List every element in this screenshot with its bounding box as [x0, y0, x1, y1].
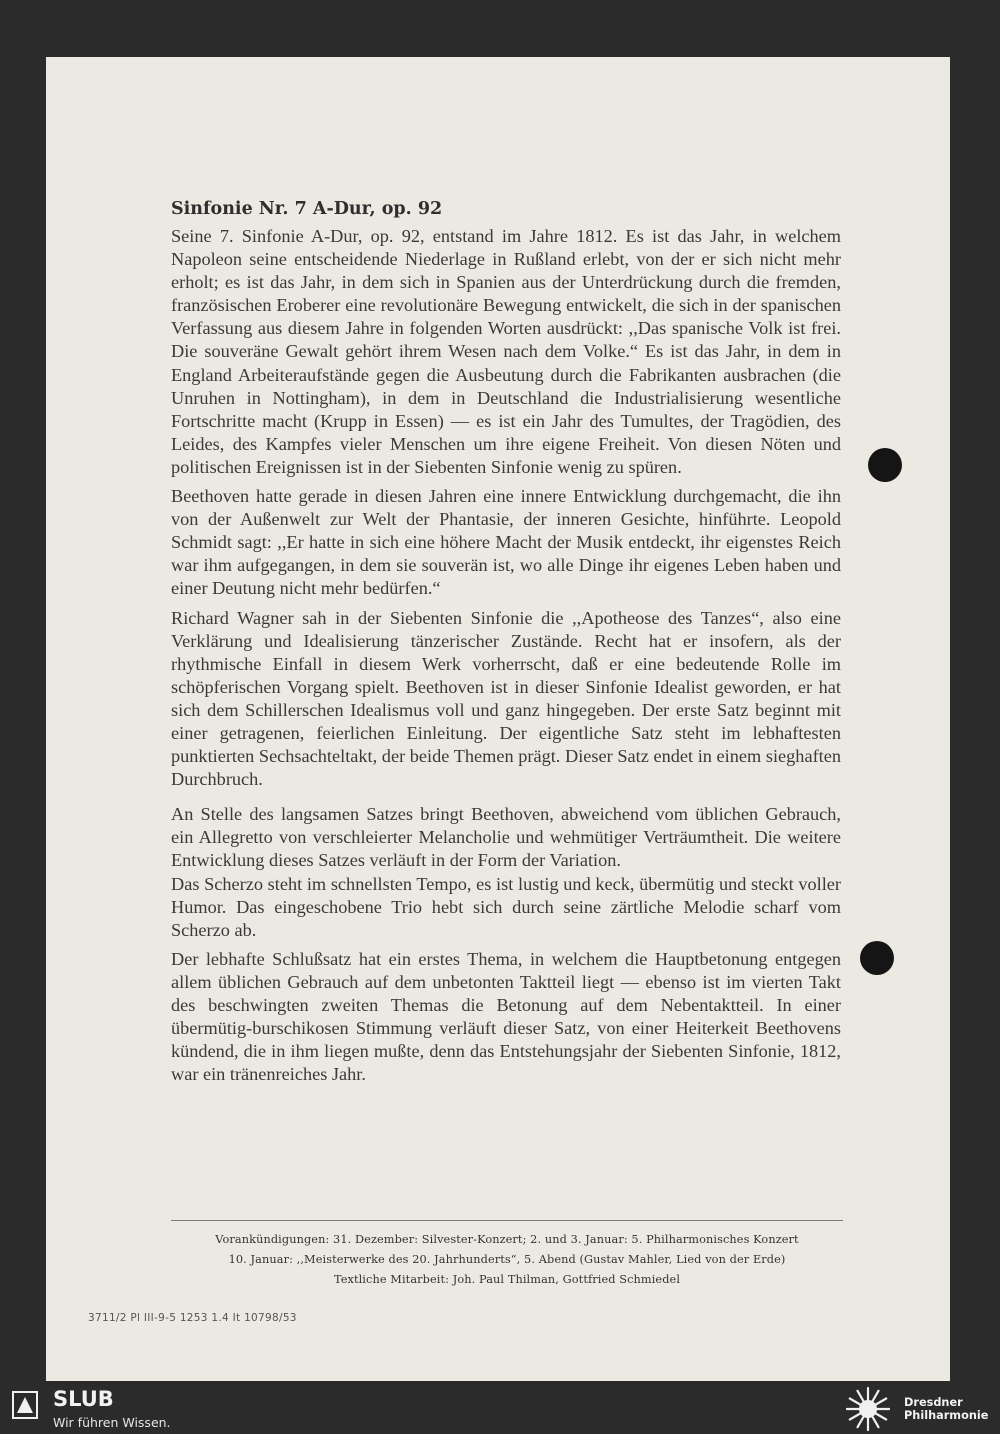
footer-line: 10. Januar: ,,Meisterwerke des 20. Jahrhunderts“, 5. Abend (Gustav Mahler, Lied von der Erde): [228, 1253, 786, 1266]
slub-name: SLUB: [53, 1387, 114, 1411]
footer-line: Vorankündigungen: 31. Dezember: Silvester-Konzert; 2. und 3. Januar: 5. Philharmonisches Konzert: [215, 1233, 799, 1246]
punch-hole: [868, 448, 902, 482]
footer-credits: Textliche Mitarbeit: Joh. Paul Thilman, Gottfried Schmiedel: [333, 1273, 681, 1286]
partner-line: Dresdner: [904, 1396, 963, 1409]
philharmonie-logo-icon: [843, 1385, 893, 1433]
punch-hole: [860, 941, 894, 975]
paragraph: Der lebhafte Schlußsatz hat ein erstes Thema, in welchem die Hauptbetonung entgegen allem üblichen Gebrauch auf dem unbetonten Taktteil liegt — ebenso ist im vierten Takt des beschwingten zweiten Themas die Betonung auf dem Nebentaktteil. In einer übermütig-burschikosen Stimmung verläuft dieser Satz, von einer Heiterkeit Beethovens kündend, die in ihm liegen mußte, denn das Entstehungsjahr der Siebenten Sinfonie, 1812, war ein tränenreiches Jahr.: [171, 948, 841, 1085]
partner-line: Philharmonie: [904, 1409, 989, 1422]
philharmonie-wordmark: [904, 1396, 988, 1422]
paragraph: Beethoven hatte gerade in diesen Jahren eine innere Entwicklung durchgemacht, die ihn von der Außenwelt zur Welt der Phantasie, der inneren Gesichte, hinführte. Leopold Schmidt sagt: ,,Er hatte in sich eine höhere Macht der Musik entdeckt, ihr eigenstes Reich war ihm aufgegangen, in dem sie souverän ist, wo alle Dinge ihr eigenes Leben haben und einer Deutung nicht mehr bedürfen.“: [171, 486, 841, 599]
slub-logo-icon: [12, 1391, 38, 1419]
document-page: [46, 57, 950, 1381]
paragraph: Richard Wagner sah in der Siebenten Sinfonie die ,,Apotheose des Tanzes“, also eine Verklärung und Idealisierung tänzerischer Zustände. Recht hat er insofern, als der rhythmische Einfall in diesem Werk vorherrscht, daß er eine bedeutende Rolle im schöpferischen Vorgang spielt. Beethoven ist in dieser Sinfonie Idealist geworden, er hat sich dem Schillerschen Idealismus voll und ganz hingegeben. Der erste Satz beginnt mit einer getragenen, feierlichen Einleitung. Der eigentliche Satz steht im lebhaftesten punktierten Sechsachteltakt, der beide Themen prägt. Dieser Satz endet in einem sieghaften Durchbruch.: [171, 607, 841, 790]
print-code: 3711/2 Pl III-9-5 1253 1.4 It 10798/53: [88, 1312, 297, 1324]
bottom-branding-bar: [0, 1384, 1000, 1434]
slub-slogan: Wir führen Wissen.: [53, 1415, 171, 1430]
announcements-footer: [171, 1220, 843, 1290]
document-title: Sinfonie Nr. 7 A-Dur, op. 92: [171, 199, 443, 219]
paragraph: Das Scherzo steht im schnellsten Tempo, es ist lustig und keck, übermütig und steckt voller Humor. Das eingeschobene Trio hebt sich durch seine zärtliche Melodie scharf vom Scherzo ab.: [171, 873, 841, 940]
paragraph: An Stelle des langsamen Satzes bringt Beethoven, abweichend vom üblichen Gebrauch, ein Allegretto von verschleierter Melancholie und wehmütiger Verträumtheit. Die weitere Entwicklung dieses Satzes verläuft in der Form der Variation.: [171, 804, 841, 871]
paragraph: Seine 7. Sinfonie A-Dur, op. 92, entstand im Jahre 1812. Es ist das Jahr, in welchem Napoleon seine entscheidende Niederlage in Rußland erlebt, von der er sich nicht mehr erholt; es ist das Jahr, in dem sich in Spanien aus der Unterdrückung durch die fremden, französischen Eroberer eine revolutionäre Bewegung entwickelt, die sich in der spanischen Verfassung aus diesem Jahre in folgenden Worten ausdrückt: ,,Das spanische Volk ist frei. Die souveräne Gewalt gehört ihrem Wesen nach dem Volke.“ Es ist das Jahr, in dem in England Arbeiteraufstände gegen die Ausbeutung durch die Fabrikanten ausbrachen (die Unruhen in Nottingham), in dem in Deutschland die Industrialisierung wesentliche Fortschritte macht (Krupp in Essen) — es ist ein Jahr des Tumultes, der Tragödien, des Leides, des Kampfes vieler Menschen um ihre eigene Freiheit. Von diesen Nöten und politischen Ereignissen ist in der Siebenten Sinfonie wenig zu spüren.: [171, 226, 841, 477]
document-body: [171, 199, 841, 1092]
